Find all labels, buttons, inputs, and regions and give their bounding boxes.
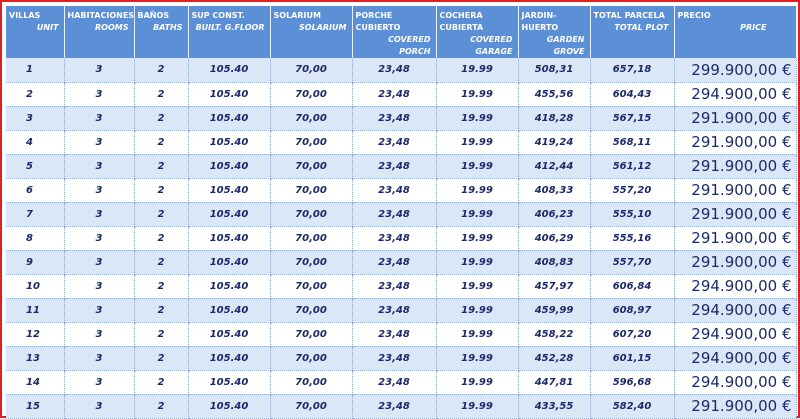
- cell-built-floor: 105.40: [188, 322, 270, 346]
- cell-baths: 2: [134, 106, 188, 130]
- cell-covered-garage: 19.99: [436, 106, 518, 130]
- cell-price: 291.900,00 €: [674, 154, 796, 178]
- cell-rooms: 3: [64, 298, 134, 322]
- cell-unit: 10: [6, 274, 64, 298]
- cell-covered-garage: 19.99: [436, 298, 518, 322]
- cell-rooms: 3: [64, 82, 134, 106]
- cell-price: 294.900,00 €: [674, 346, 796, 370]
- cell-rooms: 3: [64, 106, 134, 130]
- cell-price: 291.900,00 €: [674, 250, 796, 274]
- cell-unit: 5: [6, 154, 64, 178]
- cell-unit: 9: [6, 250, 64, 274]
- column-header-label-en: UNIT: [36, 23, 59, 32]
- cell-garden-grove: 458,22: [518, 322, 590, 346]
- cell-price: 291.900,00 €: [674, 226, 796, 250]
- table-row: [6, 226, 796, 250]
- cell-covered-garage: 19.99: [436, 226, 518, 250]
- cell-covered-porch: 23,48: [352, 106, 436, 130]
- cell-rooms: 3: [64, 370, 134, 394]
- cell-price: 291.900,00 €: [674, 202, 796, 226]
- cell-unit: 14: [6, 370, 64, 394]
- cell-baths: 2: [134, 82, 188, 106]
- cell-baths: 2: [134, 154, 188, 178]
- cell-covered-garage: 19.99: [436, 58, 518, 82]
- cell-covered-garage: 19.99: [436, 82, 518, 106]
- cell-covered-porch: 23,48: [352, 226, 436, 250]
- cell-rooms: 3: [64, 130, 134, 154]
- cell-garden-grove: 406,23: [518, 202, 590, 226]
- cell-covered-porch: 23,48: [352, 250, 436, 274]
- cell-rooms: 3: [64, 58, 134, 82]
- cell-covered-porch: 23,48: [352, 298, 436, 322]
- cell-baths: 2: [134, 178, 188, 202]
- table-row: [6, 130, 796, 154]
- cell-solarium: 70,00: [270, 106, 352, 130]
- cell-total-plot: 568,11: [590, 130, 674, 154]
- cell-total-plot: 557,20: [590, 178, 674, 202]
- column-header-label-es: JARDIN-HUERTO: [521, 11, 559, 32]
- cell-unit: 13: [6, 346, 64, 370]
- cell-unit: 11: [6, 298, 64, 322]
- table-row: [6, 250, 796, 274]
- cell-rooms: 3: [64, 202, 134, 226]
- cell-baths: 2: [134, 226, 188, 250]
- cell-covered-porch: 23,48: [352, 370, 436, 394]
- cell-unit: 12: [6, 322, 64, 346]
- cell-solarium: 70,00: [270, 178, 352, 202]
- column-header-baths: [134, 6, 188, 58]
- cell-price: 294.900,00 €: [674, 322, 796, 346]
- cell-baths: 2: [134, 58, 188, 82]
- cell-built-floor: 105.40: [188, 394, 270, 418]
- cell-total-plot: 601,15: [590, 346, 674, 370]
- cell-rooms: 3: [64, 346, 134, 370]
- cell-covered-porch: 23,48: [352, 394, 436, 418]
- cell-unit: 8: [6, 226, 64, 250]
- column-header-label-es: TOTAL PARCELA: [593, 11, 665, 20]
- cell-solarium: 70,00: [270, 58, 352, 82]
- cell-unit: 4: [6, 130, 64, 154]
- villa-price-table: [6, 6, 797, 419]
- table-row: [6, 202, 796, 226]
- cell-built-floor: 105.40: [188, 58, 270, 82]
- cell-garden-grove: 433,55: [518, 394, 590, 418]
- cell-covered-porch: 23,48: [352, 58, 436, 82]
- cell-built-floor: 105.40: [188, 106, 270, 130]
- cell-covered-porch: 23,48: [352, 178, 436, 202]
- cell-solarium: 70,00: [270, 82, 352, 106]
- cell-built-floor: 105.40: [188, 82, 270, 106]
- cell-baths: 2: [134, 130, 188, 154]
- cell-rooms: 3: [64, 154, 134, 178]
- table-row: [6, 298, 796, 322]
- column-header-label-es: HABITACIONES: [67, 11, 135, 20]
- cell-solarium: 70,00: [270, 322, 352, 346]
- column-header-label-en: BATHS: [153, 23, 183, 32]
- column-header-price: [674, 6, 796, 58]
- cell-baths: 2: [134, 394, 188, 418]
- cell-total-plot: 596,68: [590, 370, 674, 394]
- cell-garden-grove: 412,44: [518, 154, 590, 178]
- cell-covered-porch: 23,48: [352, 154, 436, 178]
- cell-price: 291.900,00 €: [674, 178, 796, 202]
- cell-price: 299.900,00 €: [674, 58, 796, 82]
- cell-built-floor: 105.40: [188, 130, 270, 154]
- cell-garden-grove: 419,24: [518, 130, 590, 154]
- cell-garden-grove: 459,99: [518, 298, 590, 322]
- cell-built-floor: 105.40: [188, 274, 270, 298]
- cell-built-floor: 105.40: [188, 346, 270, 370]
- cell-covered-garage: 19.99: [436, 202, 518, 226]
- column-header-covered-porch: [352, 6, 436, 58]
- cell-covered-garage: 19.99: [436, 394, 518, 418]
- cell-rooms: 3: [64, 394, 134, 418]
- column-header-built-floor: [188, 6, 270, 58]
- cell-unit: 15: [6, 394, 64, 418]
- cell-price: 291.900,00 €: [674, 106, 796, 130]
- column-header-solarium: [270, 6, 352, 58]
- cell-price: 294.900,00 €: [674, 298, 796, 322]
- cell-covered-porch: 23,48: [352, 322, 436, 346]
- cell-total-plot: 607,20: [590, 322, 674, 346]
- table-row: [6, 154, 796, 178]
- cell-solarium: 70,00: [270, 274, 352, 298]
- column-header-label-es: BAÑOS: [137, 11, 170, 20]
- cell-solarium: 70,00: [270, 130, 352, 154]
- cell-rooms: 3: [64, 178, 134, 202]
- cell-built-floor: 105.40: [188, 154, 270, 178]
- cell-baths: 2: [134, 298, 188, 322]
- column-header-label-en: BUILT. G.FLOOR: [195, 23, 265, 32]
- cell-baths: 2: [134, 250, 188, 274]
- cell-rooms: 3: [64, 250, 134, 274]
- cell-baths: 2: [134, 370, 188, 394]
- table-body: [6, 58, 796, 418]
- column-header-label-es: SOLARIUM: [273, 11, 321, 20]
- cell-total-plot: 555,10: [590, 202, 674, 226]
- cell-baths: 2: [134, 346, 188, 370]
- cell-baths: 2: [134, 202, 188, 226]
- table-row: [6, 370, 796, 394]
- table-row: [6, 346, 796, 370]
- cell-garden-grove: 452,28: [518, 346, 590, 370]
- cell-covered-porch: 23,48: [352, 202, 436, 226]
- cell-solarium: 70,00: [270, 250, 352, 274]
- cell-baths: 2: [134, 274, 188, 298]
- column-header-label-en: COVERED GARAGE: [470, 35, 513, 56]
- cell-garden-grove: 455,56: [518, 82, 590, 106]
- cell-covered-garage: 19.99: [436, 154, 518, 178]
- cell-unit: 7: [6, 202, 64, 226]
- cell-covered-porch: 23,48: [352, 274, 436, 298]
- cell-garden-grove: 406,29: [518, 226, 590, 250]
- cell-solarium: 70,00: [270, 346, 352, 370]
- cell-covered-garage: 19.99: [436, 130, 518, 154]
- cell-total-plot: 555,16: [590, 226, 674, 250]
- column-header-covered-garage: [436, 6, 518, 58]
- cell-total-plot: 608,97: [590, 298, 674, 322]
- cell-unit: 2: [6, 82, 64, 106]
- column-header-label-en: SOLARIUM: [299, 23, 347, 32]
- cell-garden-grove: 408,83: [518, 250, 590, 274]
- cell-rooms: 3: [64, 226, 134, 250]
- cell-total-plot: 557,70: [590, 250, 674, 274]
- cell-total-plot: 561,12: [590, 154, 674, 178]
- cell-solarium: 70,00: [270, 298, 352, 322]
- cell-covered-garage: 19.99: [436, 322, 518, 346]
- column-header-label-en: GARDEN GROVE: [546, 35, 585, 56]
- cell-rooms: 3: [64, 322, 134, 346]
- cell-garden-grove: 418,28: [518, 106, 590, 130]
- table-row: [6, 394, 796, 418]
- cell-covered-garage: 19.99: [436, 178, 518, 202]
- column-header-unit: [6, 6, 64, 58]
- column-header-rooms: [64, 6, 134, 58]
- cell-garden-grove: 408,33: [518, 178, 590, 202]
- cell-covered-garage: 19.99: [436, 274, 518, 298]
- column-header-label-en: ROOMS: [95, 23, 129, 32]
- cell-price: 291.900,00 €: [674, 394, 796, 418]
- cell-built-floor: 105.40: [188, 202, 270, 226]
- column-header-label-es: SUP CONST.: [191, 11, 245, 20]
- cell-unit: 1: [6, 58, 64, 82]
- column-header-label-en: TOTAL PLOT: [614, 23, 669, 32]
- column-header-label-es: PRECIO: [677, 11, 711, 20]
- column-header-garden-grove: [518, 6, 590, 58]
- table-row: [6, 178, 796, 202]
- cell-total-plot: 657,18: [590, 58, 674, 82]
- cell-covered-garage: 19.99: [436, 346, 518, 370]
- column-header-total-plot: [590, 6, 674, 58]
- cell-garden-grove: 447,81: [518, 370, 590, 394]
- column-header-label-en: COVERED PORCH: [388, 35, 431, 56]
- cell-garden-grove: 457,97: [518, 274, 590, 298]
- cell-unit: 3: [6, 106, 64, 130]
- cell-price: 294.900,00 €: [674, 82, 796, 106]
- cell-built-floor: 105.40: [188, 178, 270, 202]
- cell-built-floor: 105.40: [188, 226, 270, 250]
- table-row: [6, 322, 796, 346]
- cell-solarium: 70,00: [270, 394, 352, 418]
- cell-solarium: 70,00: [270, 226, 352, 250]
- table-row: [6, 82, 796, 106]
- cell-covered-porch: 23,48: [352, 82, 436, 106]
- cell-covered-garage: 19.99: [436, 250, 518, 274]
- table-row: [6, 106, 796, 130]
- table-row: [6, 58, 796, 82]
- cell-solarium: 70,00: [270, 370, 352, 394]
- cell-price: 294.900,00 €: [674, 370, 796, 394]
- table-row: [6, 274, 796, 298]
- header-row: [6, 6, 796, 58]
- cell-rooms: 3: [64, 274, 134, 298]
- cell-price: 294.900,00 €: [674, 274, 796, 298]
- cell-covered-garage: 19.99: [436, 370, 518, 394]
- cell-total-plot: 604,43: [590, 82, 674, 106]
- cell-covered-porch: 23,48: [352, 346, 436, 370]
- column-header-label-es: VILLAS: [9, 11, 41, 20]
- cell-unit: 6: [6, 178, 64, 202]
- column-header-label-es: COCHERA CUBIERTA: [439, 11, 484, 32]
- cell-total-plot: 582,40: [590, 394, 674, 418]
- column-header-label-es: PORCHE CUBIERTO: [355, 11, 401, 32]
- cell-built-floor: 105.40: [188, 250, 270, 274]
- column-header-label-en: PRICE: [740, 23, 767, 32]
- cell-total-plot: 567,15: [590, 106, 674, 130]
- cell-solarium: 70,00: [270, 154, 352, 178]
- cell-covered-porch: 23,48: [352, 130, 436, 154]
- cell-garden-grove: 508,31: [518, 58, 590, 82]
- cell-built-floor: 105.40: [188, 298, 270, 322]
- cell-price: 291.900,00 €: [674, 130, 796, 154]
- cell-total-plot: 606,84: [590, 274, 674, 298]
- cell-solarium: 70,00: [270, 202, 352, 226]
- cell-baths: 2: [134, 322, 188, 346]
- cell-built-floor: 105.40: [188, 370, 270, 394]
